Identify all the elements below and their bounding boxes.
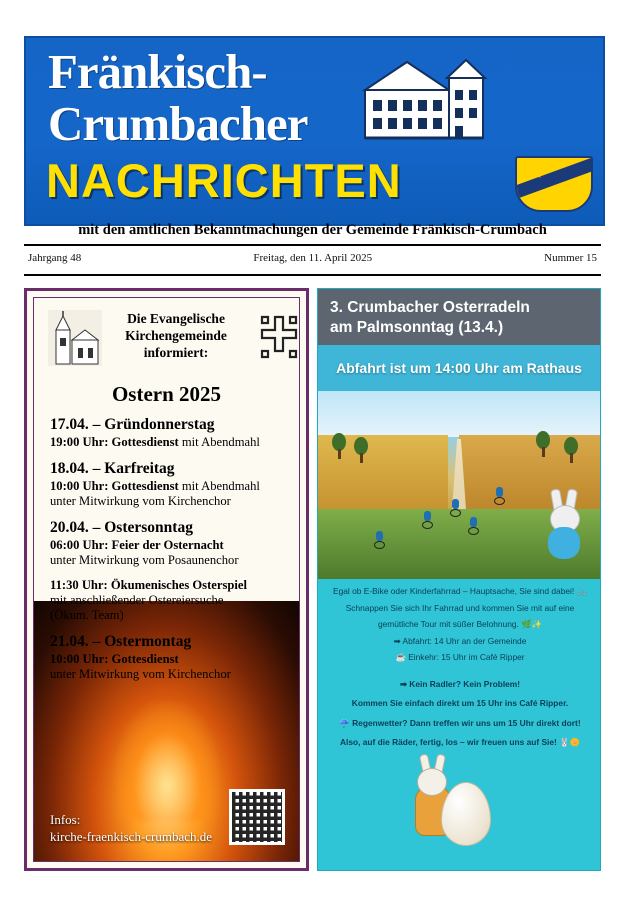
body2-line: ☔ Regenwetter? Dann treffen wir uns um 15 Uhr direkt dort! [339,717,581,728]
church-infos-label: Infos: [50,812,81,827]
event-line [50,578,289,593]
event-date: 17.04. – Gründonnerstag [50,416,215,433]
church-header-line2: Kirchengemeinde [125,328,227,343]
church-announcement-box [24,288,309,871]
church-event [50,460,289,509]
church-infos-url[interactable]: kirche-fraenkisch-crumbach.de [50,829,213,844]
body-line: Schnappen Sie sich Ihr Fahrrad und kommen Sie mit auf eine [345,602,575,613]
coat-of-arms-icon: ★ ★ [515,156,593,212]
body2-line: ➡ Kein Radler? Kein Problem! [399,678,521,689]
historic-building-icon [347,44,507,148]
church-header [44,308,300,370]
event-line: (Ökum. Team) [50,608,124,622]
church-header-text [106,310,246,361]
cycling-easter-illustration [318,391,600,579]
qr-code[interactable] [229,789,285,845]
rule-top [24,244,601,246]
body-line: ➡ Abfahrt: 14 Uhr an der Gemeinde [393,635,527,646]
body2-line: Kommen Sie einfach direkt um 15 Uhr ins Café Ripper. [351,698,569,708]
event-date: 18.04. – Karfreitag [50,460,175,477]
masthead-nachrichten: NACHRICHTEN [46,154,402,207]
osterradeln-header-line2: am Palmsonntag (13.4.) [330,319,504,336]
church-infos [50,811,212,845]
issue-number: Nummer 15 [544,252,597,264]
event-line [50,538,289,553]
event-line-bold: 06:00 Uhr: Feier der Osternacht [50,538,224,552]
event-line-bold: 10:00 Uhr: Gottesdienst [50,652,179,666]
body-line: gemütliche Tour mit süßer Belohnung. 🌿✨ [377,619,543,629]
issue-date: Freitag, den 11. April 2025 [253,252,373,264]
event-line: unter Mitwirkung vom Kirchenchor [50,494,231,508]
osterradeln-header-line1: 3. Crumbacher Osterradeln [330,299,530,316]
church-header-line1: Die Evangelische [127,311,225,326]
church-icon [48,310,102,366]
masthead-title-line1: Fränkisch- [48,44,267,99]
body-line: Egal ob E-Bike oder Kinderfahrrad – Hauptsache, Sie sind dabei! 🚲 [333,586,587,596]
osterradeln-header [318,289,600,345]
event-line: mit anschließender Ostereiersuche [50,593,224,607]
body-line: ☕ Einkehr: 15 Uhr im Café Ripper [395,652,525,662]
church-event [50,578,289,623]
event-line [50,652,289,667]
event-line [50,479,289,494]
easter-bunny-with-egg-icon [411,760,507,856]
church-event [50,633,289,682]
issue-line [24,252,601,264]
masthead-subtitle: mit den amtlichen Bekanntmachungen der Gemeinde Fränkisch-Crumbach [78,222,547,238]
event-line-bold: 11:30 Uhr: Ökumenisches Osterspiel [50,578,247,592]
masthead-title-line2: Crumbacher [48,96,308,151]
church-title: Ostern 2025 [111,382,222,406]
jerusalem-cross-icon [256,314,300,360]
event-line-bold: 10:00 Uhr: Gottesdienst [50,479,179,493]
body2-line: Also, auf die Räder, fertig, los – wir freuen uns auf Sie! 🐰🌼 [339,737,581,747]
event-line: unter Mitwirkung vom Kirchenchor [50,667,231,681]
event-date: 20.04. – Ostersonntag [50,519,193,536]
church-events [50,416,289,692]
event-line: unter Mitwirkung vom Posaunenchor [50,553,239,567]
event-line-rest: mit Abendmahl [178,435,260,449]
church-event [50,416,289,450]
masthead-title [48,46,307,150]
rule-bottom [24,274,601,276]
osterradeln-box [317,288,601,871]
masthead [24,36,605,226]
church-header-line3: informiert: [143,345,209,360]
event-date: 21.04. – Ostermontag [50,633,192,650]
osterradeln-body-text-2 [328,678,592,749]
osterradeln-body-text [328,585,592,756]
church-event [50,519,289,568]
osterradeln-departure-banner: Abfahrt ist um 14:00 Uhr am Rathaus [318,345,600,391]
event-line-rest: mit Abendmahl [178,479,260,493]
event-line-bold: 19:00 Uhr: Gottesdienst [50,435,179,449]
bunny-cyclist-icon [544,495,584,561]
issue-volume: Jahrgang 48 [28,252,82,264]
event-line [50,435,289,450]
